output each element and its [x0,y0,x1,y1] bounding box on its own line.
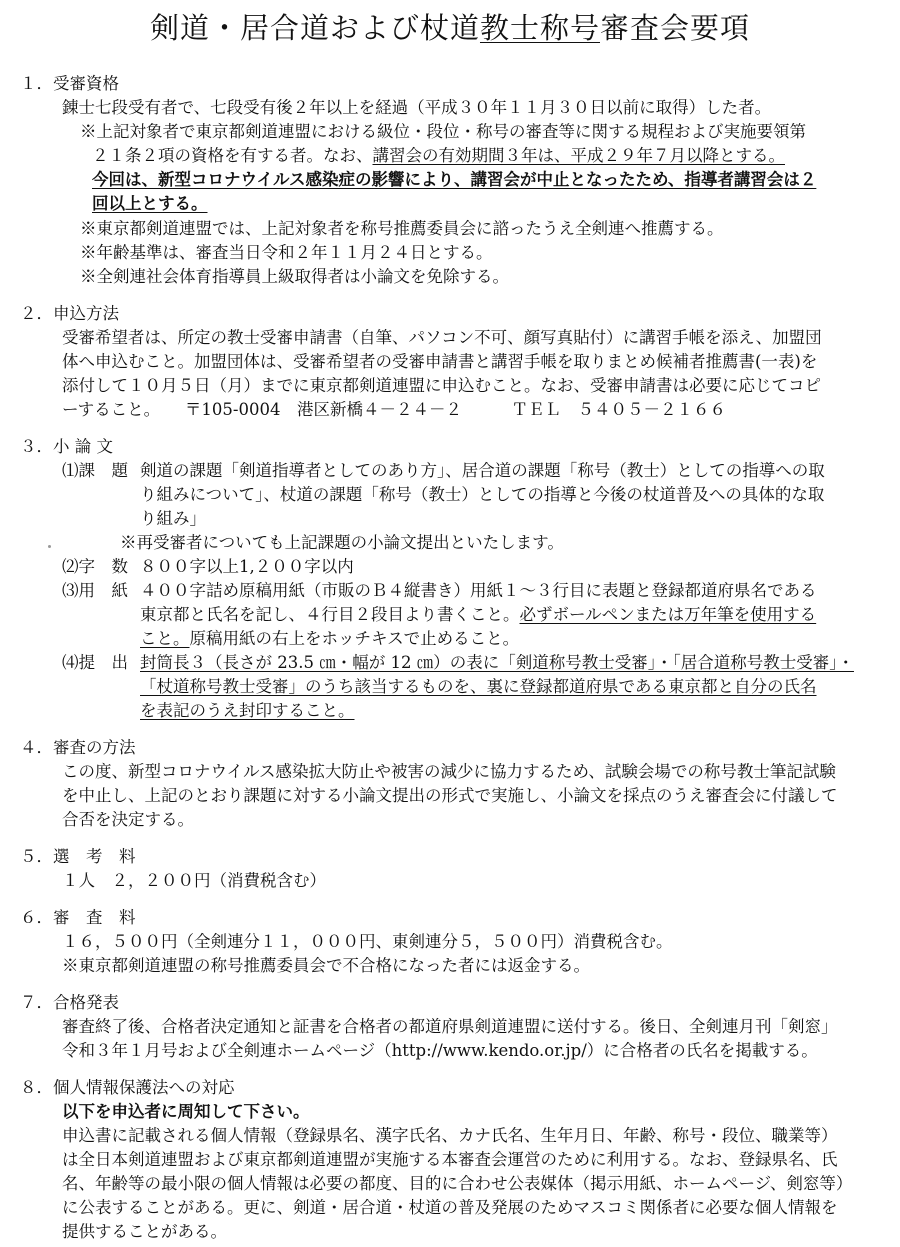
s1-bold-line-1: 今回は、新型コロナウイルス感染症の影響により、講習会が中止となったため、指導者講習会は２ [92,170,817,189]
s6-line-1: １６，５００円（全剣連分１１，０００円、東剣連分５，５００円）消費税含む。 [62,932,673,951]
section-5-heading: ５．選 考 料 [20,847,136,866]
s6-line-2: ※東京都剣道連盟の称号推薦委員会で不合格になった者には返金する。 [62,956,590,975]
s7-line-1: 審査終了後、合格者決定通知と証書を合格者の都道府県剣道連盟に送付する。後日、全剣連月刊「剣窓」 [62,1017,838,1036]
s3-item-4-line-3: を表記のうえ封印すること。 [140,701,355,720]
document-title [0,6,900,47]
s1-note-2: ※東京都剣道連盟では、上記対象者を称号推薦委員会に諮ったうえ全剣連へ推薦する。 [80,219,724,238]
scan-speck [48,545,51,548]
s2-line-3: 添付して１０月５日（月）までに東京都剣道連盟に申込むこと。なお、受審申請書は必要に応じてコピ [62,376,821,395]
section-1-heading: １．受審資格 [20,74,119,93]
s1-note-4: ※全剣連社会体育指導員上級取得者は小論文を免除する。 [80,267,509,286]
s3-item-3-line-2-underlined: 必ずボールペンまたは万年筆を使用する [519,605,817,624]
s5-line-1: １人 ２，２００円（消費税含む） [62,871,326,890]
s4-line-3: 合否を決定する。 [62,810,194,829]
s3-item-4-line-2: 「杖道称号教士受審」のうち該当するものを、裏に登録都道府県である東京都と自分の氏名 [140,677,817,696]
section-8-heading: ８．個人情報保護法への対応 [20,1078,235,1097]
s3-item-2-line-1: ８００字以上1,２００字以内 [140,557,354,576]
section-3-heading: ３．小 論 文 [20,437,113,456]
s3-item-3-line-1: ４００字詰め原稿用紙（市販のＢ４縦書き）用紙１～３行目に表題と登録都道府県名である [140,581,817,600]
s8-bold-line: 以下を申込者に周知して下さい。 [62,1102,310,1121]
s8-line-2: は全日本剣道連盟および東京都剣道連盟が実施する本審査会運営のために利用する。なお、登録県名、氏 [62,1150,838,1169]
s1-line-1: 錬士七段受有者で、七段受有後２年以上を経過（平成３０年１１月３０日以前に取得）した者。 [62,98,772,117]
title-part-3: 審査会要項 [600,11,751,45]
s1-note-1b-plain: ２１条２項の資格を有する者。なお、 [92,146,373,165]
s3-item-3-label: ⑶用 紙 [62,581,128,600]
section-6-heading: ６．審 査 料 [20,908,136,927]
s3-item-1-line-2: り組みについて」、杖道の課題「称号（教士）としての指導と今後の杖道普及への具体的な取 [140,485,825,504]
s1-note-1b [92,145,785,167]
s8-line-3: 名、年齢等の最小限の個人情報は必要の都度、目的に合わせ公表媒体（掲示用紙、ホームページ、剣窓等） [62,1174,853,1193]
s1-note-1b-underlined: 講習会の有効期間３年は、平成２９年７月以降とする。 [372,146,785,165]
s1-bold-line-2: 回以上とする。 [92,194,208,213]
s2-line-2: 体へ申込むこと。加盟団体は、受審希望者の受審申請書と講習手帳を取りまとめ候補者推薦書(一表)を [62,352,818,371]
s3-item-3-line-3-plain: 原稿用紙の右上をホッチキスで止めること。 [189,629,520,648]
section-2-heading: ２．申込方法 [20,304,119,323]
s2-line-1: 受審希望者は、所定の教士受審申請書（自筆、パソコン不可、顔写真貼付）に講習手帳を添え、加盟団 [62,328,822,347]
s3-item-3-line-2-plain: 東京都と氏名を記し、４行目２段目より書くこと。 [140,605,520,624]
s1-note-1a: ※上記対象者で東京都剣道連盟における級位・段位・称号の審査等に関する規程および実施要領第 [80,122,806,141]
s8-line-4: に公表することがある。更に、剣道・居合道・杖道の普及発展のためマスコミ関係者に必要な個人情報を [62,1198,838,1217]
title-part-2: 教士称号 [479,11,600,45]
section-7-heading: ７．合格発表 [20,993,119,1012]
s3-item-2-label: ⑵字 数 [62,557,128,576]
s8-line-5: 提供することがある。 [62,1222,227,1241]
title-part-1: 剣道・居合道および杖道 [149,11,480,45]
s3-item-4-line-1: 封筒長３（長さが 23.5 ㎝・幅が 12 ㎝）の表に「剣道称号教士受審」・「居合道称号教士受審」・ [140,653,854,672]
s1-note-3: ※年齢基準は、審査当日令和２年１１月２４日とする。 [80,243,493,262]
s3-item-3-line-3 [140,628,519,650]
s3-item-3-line-2 [140,604,816,626]
s3-item-1-line-3: り組み」 [140,509,206,528]
s4-line-2: を中止し、上記のとおり課題に対する小論文提出の形式で実施し、小論文を採点のうえ審査会に付議して [62,786,838,805]
s8-line-1: 申込書に記載される個人情報（登録県名、漢字氏名、カナ氏名、生年月日、年齢、称号・段位、職業等） [62,1126,838,1145]
s3-item-1-line-1: 剣道の課題「剣道指導者としてのあり方」、居合道の課題「称号（教士）としての指導への取 [140,461,825,480]
s3-item-1-note: ※再受審者についても上記課題の小論文提出といたします。 [120,533,564,552]
s3-item-4-label: ⑷提 出 [62,653,128,672]
section-4-heading: ４．審査の方法 [20,738,136,757]
s3-item-1-label: ⑴課 題 [62,461,128,480]
s3-item-3-line-3-underlined: こと。 [140,629,190,648]
s4-line-1: この度、新型コロナウイルス感染拡大防止や被害の減少に協力するため、試験会場での称号教士筆記試験 [62,762,836,781]
s7-line-2: 令和３年１月号および全剣連ホームページ（http://www.kendo.or.jp/）に合格者の氏名を掲載する。 [62,1041,818,1060]
s2-line-4: ーすること。 〒105-0004 港区新橋４－２４－２ ＴＥＬ ５４０５－２１６６ [62,400,726,419]
